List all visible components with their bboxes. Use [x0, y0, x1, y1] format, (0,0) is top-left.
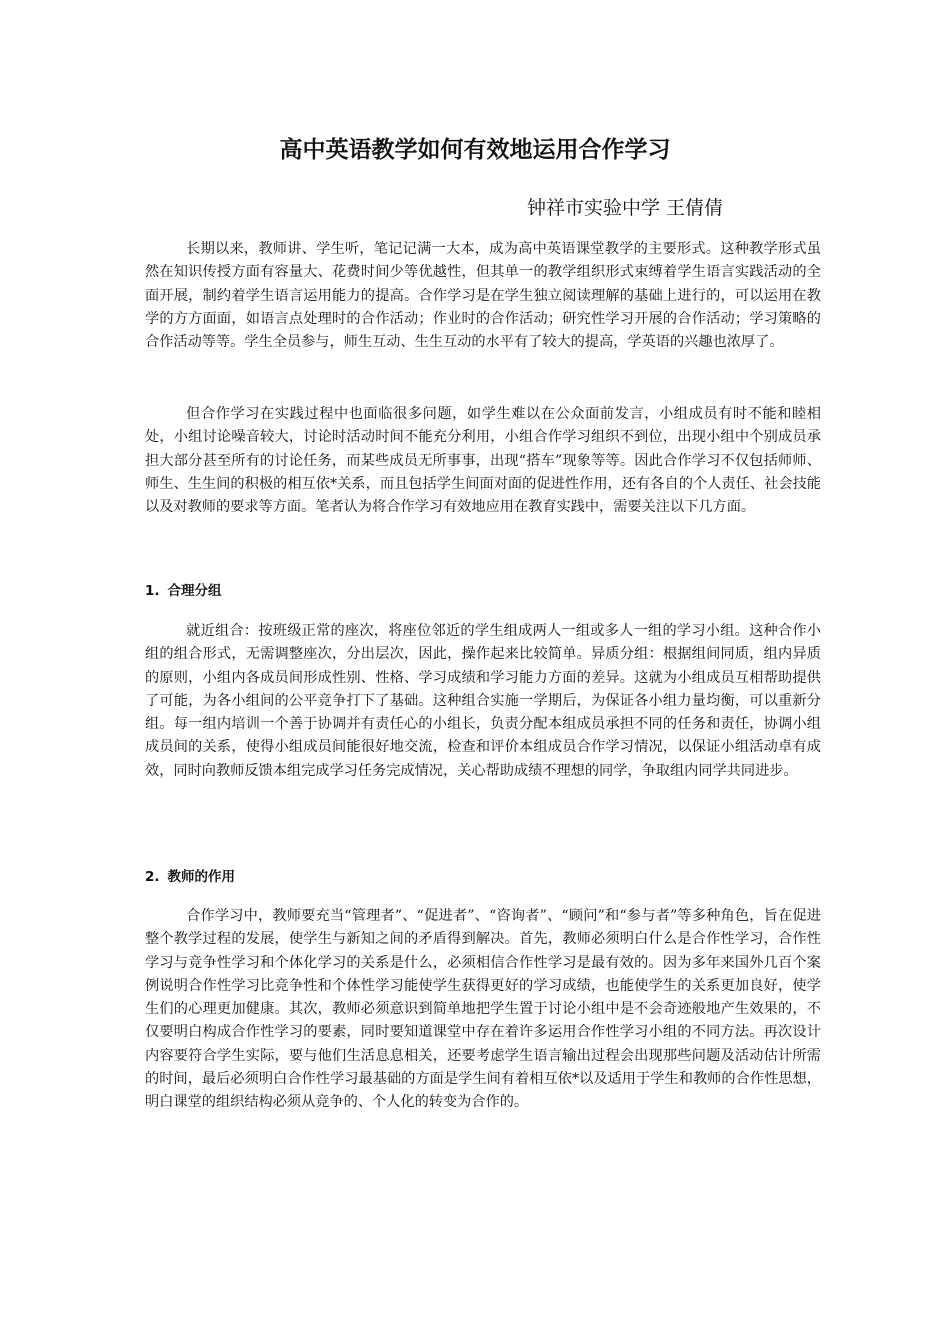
intro-paragraph-2: 但合作学习在实践过程中也面临很多问题，如学生难以在公众面前发言，小组成员有时不能和睦相处，小组讨论噪音较大，讨论时活动时间不能充分利用，小组合作学习组织不到位，出现小组中个别成员承担大部分甚至所有的讨论任务，而某些成员无所事事，出现“搭车”现象等等。因此合作学习不仅包括师师、师生、生生间的积极的相互依*关系，而且包括学生间面对面的促进性作用，还有各自的个人责任、社会技能以及对教师的要求等方面。笔者认为将合作学习有效地应用在教育实践中，需要关注以下几方面。 [145, 406, 821, 516]
section-2-title: 教师的作用 [167, 869, 236, 885]
section-1-title: 合理分组 [167, 583, 222, 599]
intro-paragraph-1: 长期以来，教师讲、学生听，笔记记满一大本，成为高中英语课堂教学的主要形式。这种教学形式虽然在知识传授方面有容量大、花费时间少等优越性，但其单一的教学组织形式束缚着学生语言实践活动的全面开展，制约着学生语言运用能力的提高。合作学习是在学生独立阅读理解的基础上进行的，可以运用在教学的方方面面，如语言点处理时的合作活动；作业时的合作活动；研究性学习开展的合作活动；学习策略的合作活动等等。学生全员参与，师生互动、生生互动的水平有了较大的提高，学英语的兴趣也浓厚了。 [145, 241, 821, 351]
section-2-paragraph: 合作学习中，教师要充当“管理者”、“促进者”、“咨询者”、“顾问”和“参与者”等多种角色，旨在促进整个教学过程的发展，使学生与新知之间的矛盾得到解决。首先，教师必须明白什么是合作性学习，合作性学习与竞争性学习和个体化学习的关系是什么，必须相信合作性学习是最有效的。因为多年来国外几百个案例说明合作性学习比竞争性和个体性学习能使学生获得更好的学习成绩，也能使学生的关系更加良好，使学生们的心理更加健康。其次，教师必须意识到简单地把学生置于讨论小组中是不会奇迹般地产生效果的，不仅要明白构成合作性学习的要素，同时要知道课堂中存在着许多运用合作性学习小组的不同方法。再次设计内容要符合学生实际，要与他们生活息息相关，还要考虑学生语言输出过程会出现那些问题及活动估计所需的时间，最后必须明白合作性学习最基础的方面是学生间有着相互依*以及适用于学生和教师的合作性思想，明白课堂的组织结构必须从竞争的、个人化的转变为合作的。 [145, 908, 821, 1111]
section-1-paragraph: 就近组合：按班级正常的座次，将座位邻近的学生组成两人一组或多人一组的学习小组。这种合作小组的组合形式，无需调整座次，分出层次，因此，操作起来比较简单。异质分组：根据组间同质，组内异质的原则，小组内各成员间形成性别、性格、学习成绩和学习能力方面的差异。这就为小组成员互相帮助提供了可能，为各小组间的公平竞争打下了基础。这种组合实施一学期后，为保证各小组力量均衡，可以重新分组。每一组内培训一个善于协调并有责任心的小组长，负责分配本组成员承担不同的任务和责任，协调小组成员间的关系，使得小组成员间能很好地交流，检查和评价本组成员合作学习情况，以保证小组活动卓有成效，同时向教师反馈本组完成学习任务完成情况，关心帮助成绩不理想的同学，争取组内同学共同进步。 [145, 623, 821, 779]
section-2-number: 2. [145, 869, 160, 885]
document-title: 高中英语教学如何有效地运用合作学习 [279, 137, 671, 163]
section-2-heading [145, 865, 235, 885]
author-line: 钟祥市实验中学 王倩倩 [527, 197, 724, 219]
section-1-number: 1. [145, 583, 160, 599]
section-1-heading [145, 579, 222, 599]
